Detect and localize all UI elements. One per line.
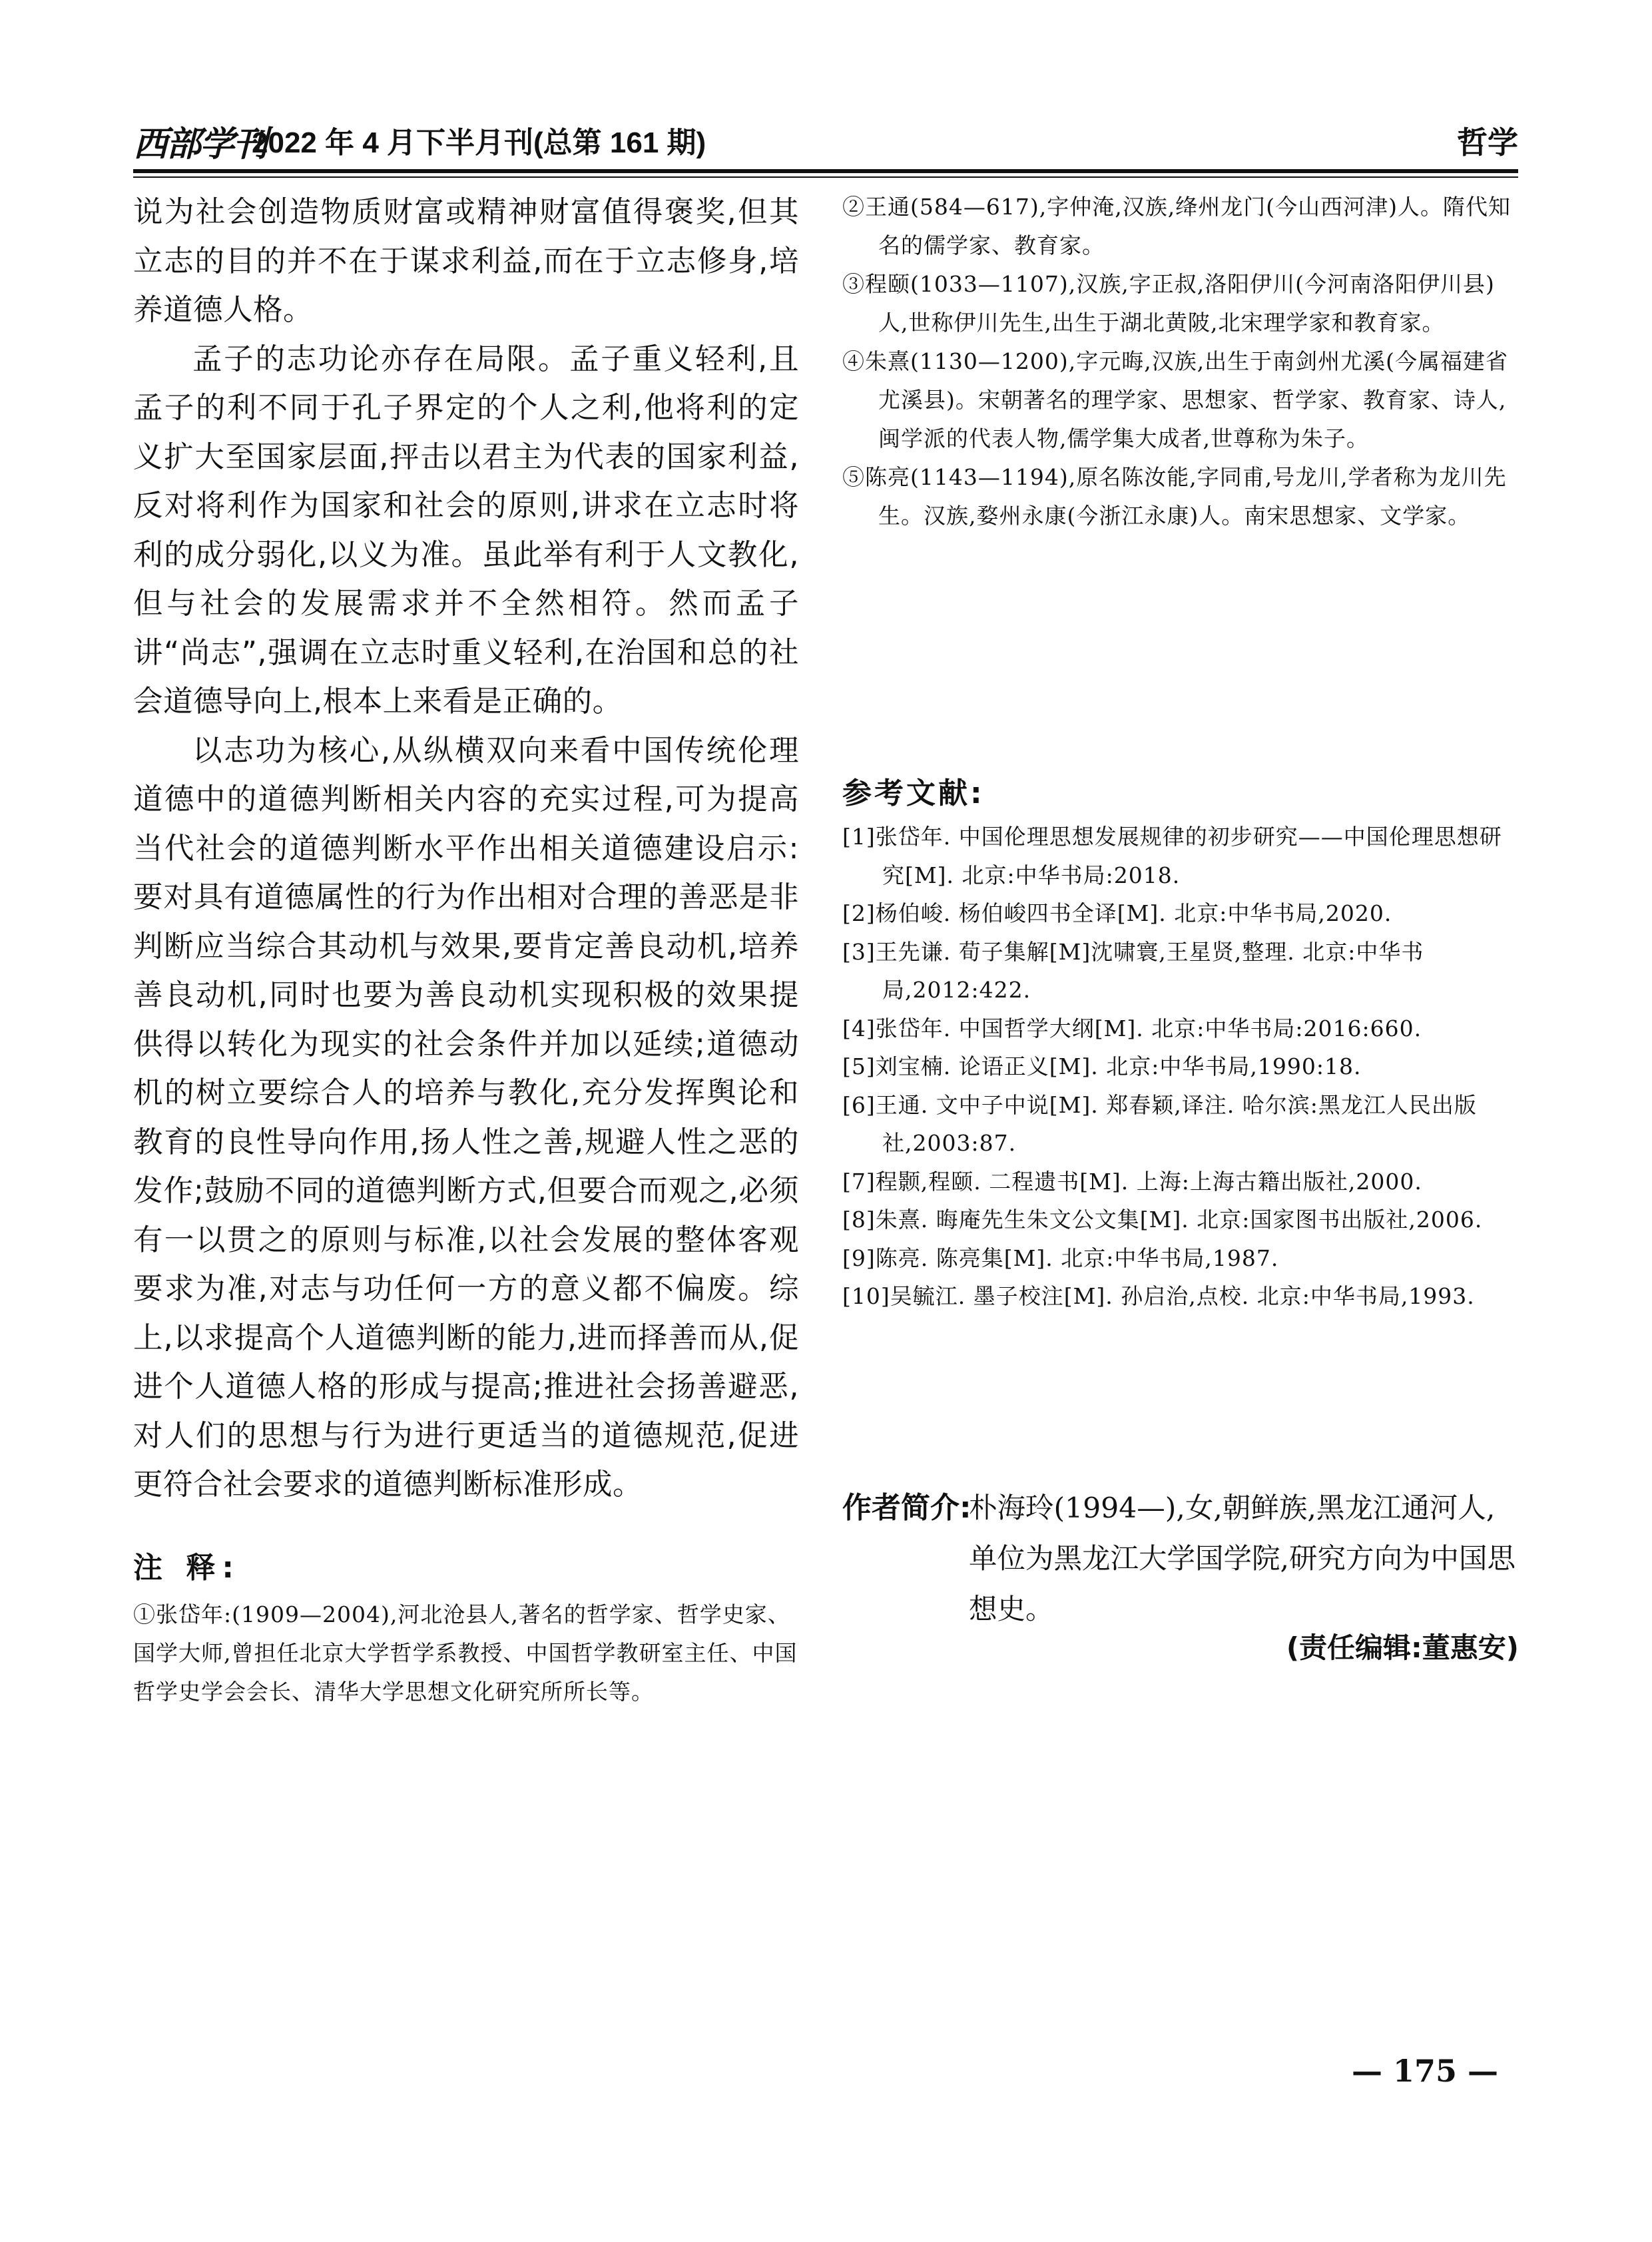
reference-item: [7]程颢,程颐. 二程遗书[M]. 上海:上海古籍出版社,2000. <box>842 1168 1422 1195</box>
reference-item: [5]刘宝楠. 论语正义[M]. 北京:中华书局,1990:18. <box>842 1053 1362 1079</box>
responsible-editor: (责任编辑:董惠安) <box>1286 1631 1519 1664</box>
author-bio-text: 朴海玲(1994—),女,朝鲜族,黑龙江通河人,单位为黑龙江大学国学院,研究方向为中国思想史。 <box>969 1492 1516 1626</box>
references-heading: 参考文献: <box>842 776 985 810</box>
references-list <box>842 818 1518 1316</box>
reference-item: [9]陈亮. 陈亮集[M]. 北京:中华书局,1987. <box>842 1245 1279 1271</box>
reference-item: [8]朱熹. 晦庵先生朱文公文集[M]. 北京:国家图书出版社,2006. <box>842 1207 1483 1233</box>
author-bio-label: 作者简介: <box>842 1491 971 1525</box>
reference-item: [4]张岱年. 中国哲学大纲[M]. 北京:中华书局:2016:660. <box>842 1015 1422 1041</box>
note-item-5: ⑤陈亮(1143—1194),原名陈汝能,字同甫,号龙川,学者称为龙川先生。汉族,婺州永康(今浙江永康)人。南宋思想家、文学家。 <box>842 464 1507 529</box>
note-item-1: ①张岱年:(1909—2004),河北沧县人,著名的哲学家、哲学史家、国学大师,曾担任北京大学哲学系教授、中国哲学教研室主任、中国哲学史学会会长、清华大学思想文化研究所所长等。 <box>133 1601 798 1705</box>
page-number: — 175 — <box>1352 2053 1499 2089</box>
note-item-4: ④朱熹(1130—1200),字元晦,汉族,出生于南剑州尤溪(今属福建省尤溪县)。宋朝著名的理学家、思想家、哲学家、教育家、诗人,闽学派的代表人物,儒学集大成者,世尊称为朱子。 <box>842 348 1509 451</box>
body-paragraph-2: 孟子的志功论亦存在局限。孟子重义轻利,且孟子的利不同于孔子界定的个人之利,他将利的定义扩大至国家层面,抨击以君主为代表的国家利益,反对将利作为国家和社会的原则,讲求在立志时将利的成分弱化,以义为准。虽此举有利于人文教化,但与社会的发展需求并不全然相符。然而孟子讲“尚志”,强调在立志时重义轻利,在治国和总的社会道德导向上,根本上来看是正确的。 <box>133 342 799 718</box>
left-column <box>133 188 799 1510</box>
note-item-3: ③程颐(1033—1107),汉族,字正叔,洛阳伊川(今河南洛阳伊川县)人,世称伊川先生,出生于湖北黄陂,北宋理学家和教育家。 <box>842 271 1495 336</box>
reference-item: [10]吴毓江. 墨子校注[M]. 孙启治,点校. 北京:中华书局,1993. <box>842 1283 1475 1309</box>
reference-item: [1]张岱年. 中国伦理思想发展规律的初步研究——中国伦理思想研究[M]. 北京:中华书局:2018. <box>842 824 1502 888</box>
reference-item: [2]杨伯峻. 杨伯峻四书全译[M]. 北京:中华书局,2020. <box>842 900 1392 926</box>
notes-heading: 注 释: <box>133 1551 240 1585</box>
reference-item: [3]王先谦. 荀子集解[M]沈啸寰,王星贤,整理. 北京:中华书局,2012:422. <box>842 938 1424 1003</box>
note-item-2: ②王通(584—617),字仲淹,汉族,绛州龙门(今山西河津)人。隋代知名的儒学家、教育家。 <box>842 194 1511 258</box>
body-paragraph-1: 说为社会创造物质财富或精神财富值得褒奖,但其立志的目的并不在于谋求利益,而在于立志修身,培养道德人格。 <box>133 195 799 327</box>
right-column <box>842 188 1518 535</box>
journal-logo: 西部学刊 <box>133 124 267 164</box>
issue-info: 2022 年 4 月下半月刊(总第 161 期) <box>252 127 706 159</box>
notes-list-left <box>133 1595 799 1711</box>
section-label: 哲学 <box>1457 125 1518 160</box>
header-rule <box>133 169 1518 173</box>
reference-item: [6]王通. 文中子中说[M]. 郑春颖,译注. 哈尔滨:黑龙江人民出版社,2003:87. <box>842 1091 1477 1156</box>
header-rule-thin <box>133 176 1518 178</box>
page-header <box>133 112 1518 165</box>
body-paragraph-3: 以志功为核心,从纵横双向来看中国传统伦理道德中的道德判断相关内容的充实过程,可为提高当代社会的道德判断水平作出相关道德建设启示:要对具有道德属性的行为作出相对合理的善恶是非判断应当综合其动机与效果,要肯定善良动机,培养善良动机,同时也要为善良动机实现积极的效果提供得以转化为现实的社会条件并加以延续;道德动机的树立要综合人的培养与教化,充分发挥舆论和教育的良性导向作用,扬人性之善,规避人性之恶的发作;鼓励不同的道德判断方式,但要合而观之,必须有一以贯之的原则与标准,以社会发展的整体客观要求为准,对志与功任何一方的意义都不偏废。综上,以求提高个人道德判断的能力,进而择善而从,促进个人道德人格的形成与提高;推进社会扬善避恶,对人们的思想与行为进行更适当的道德规范,促进更符合社会要求的道德判断标准形成。 <box>133 733 799 1502</box>
